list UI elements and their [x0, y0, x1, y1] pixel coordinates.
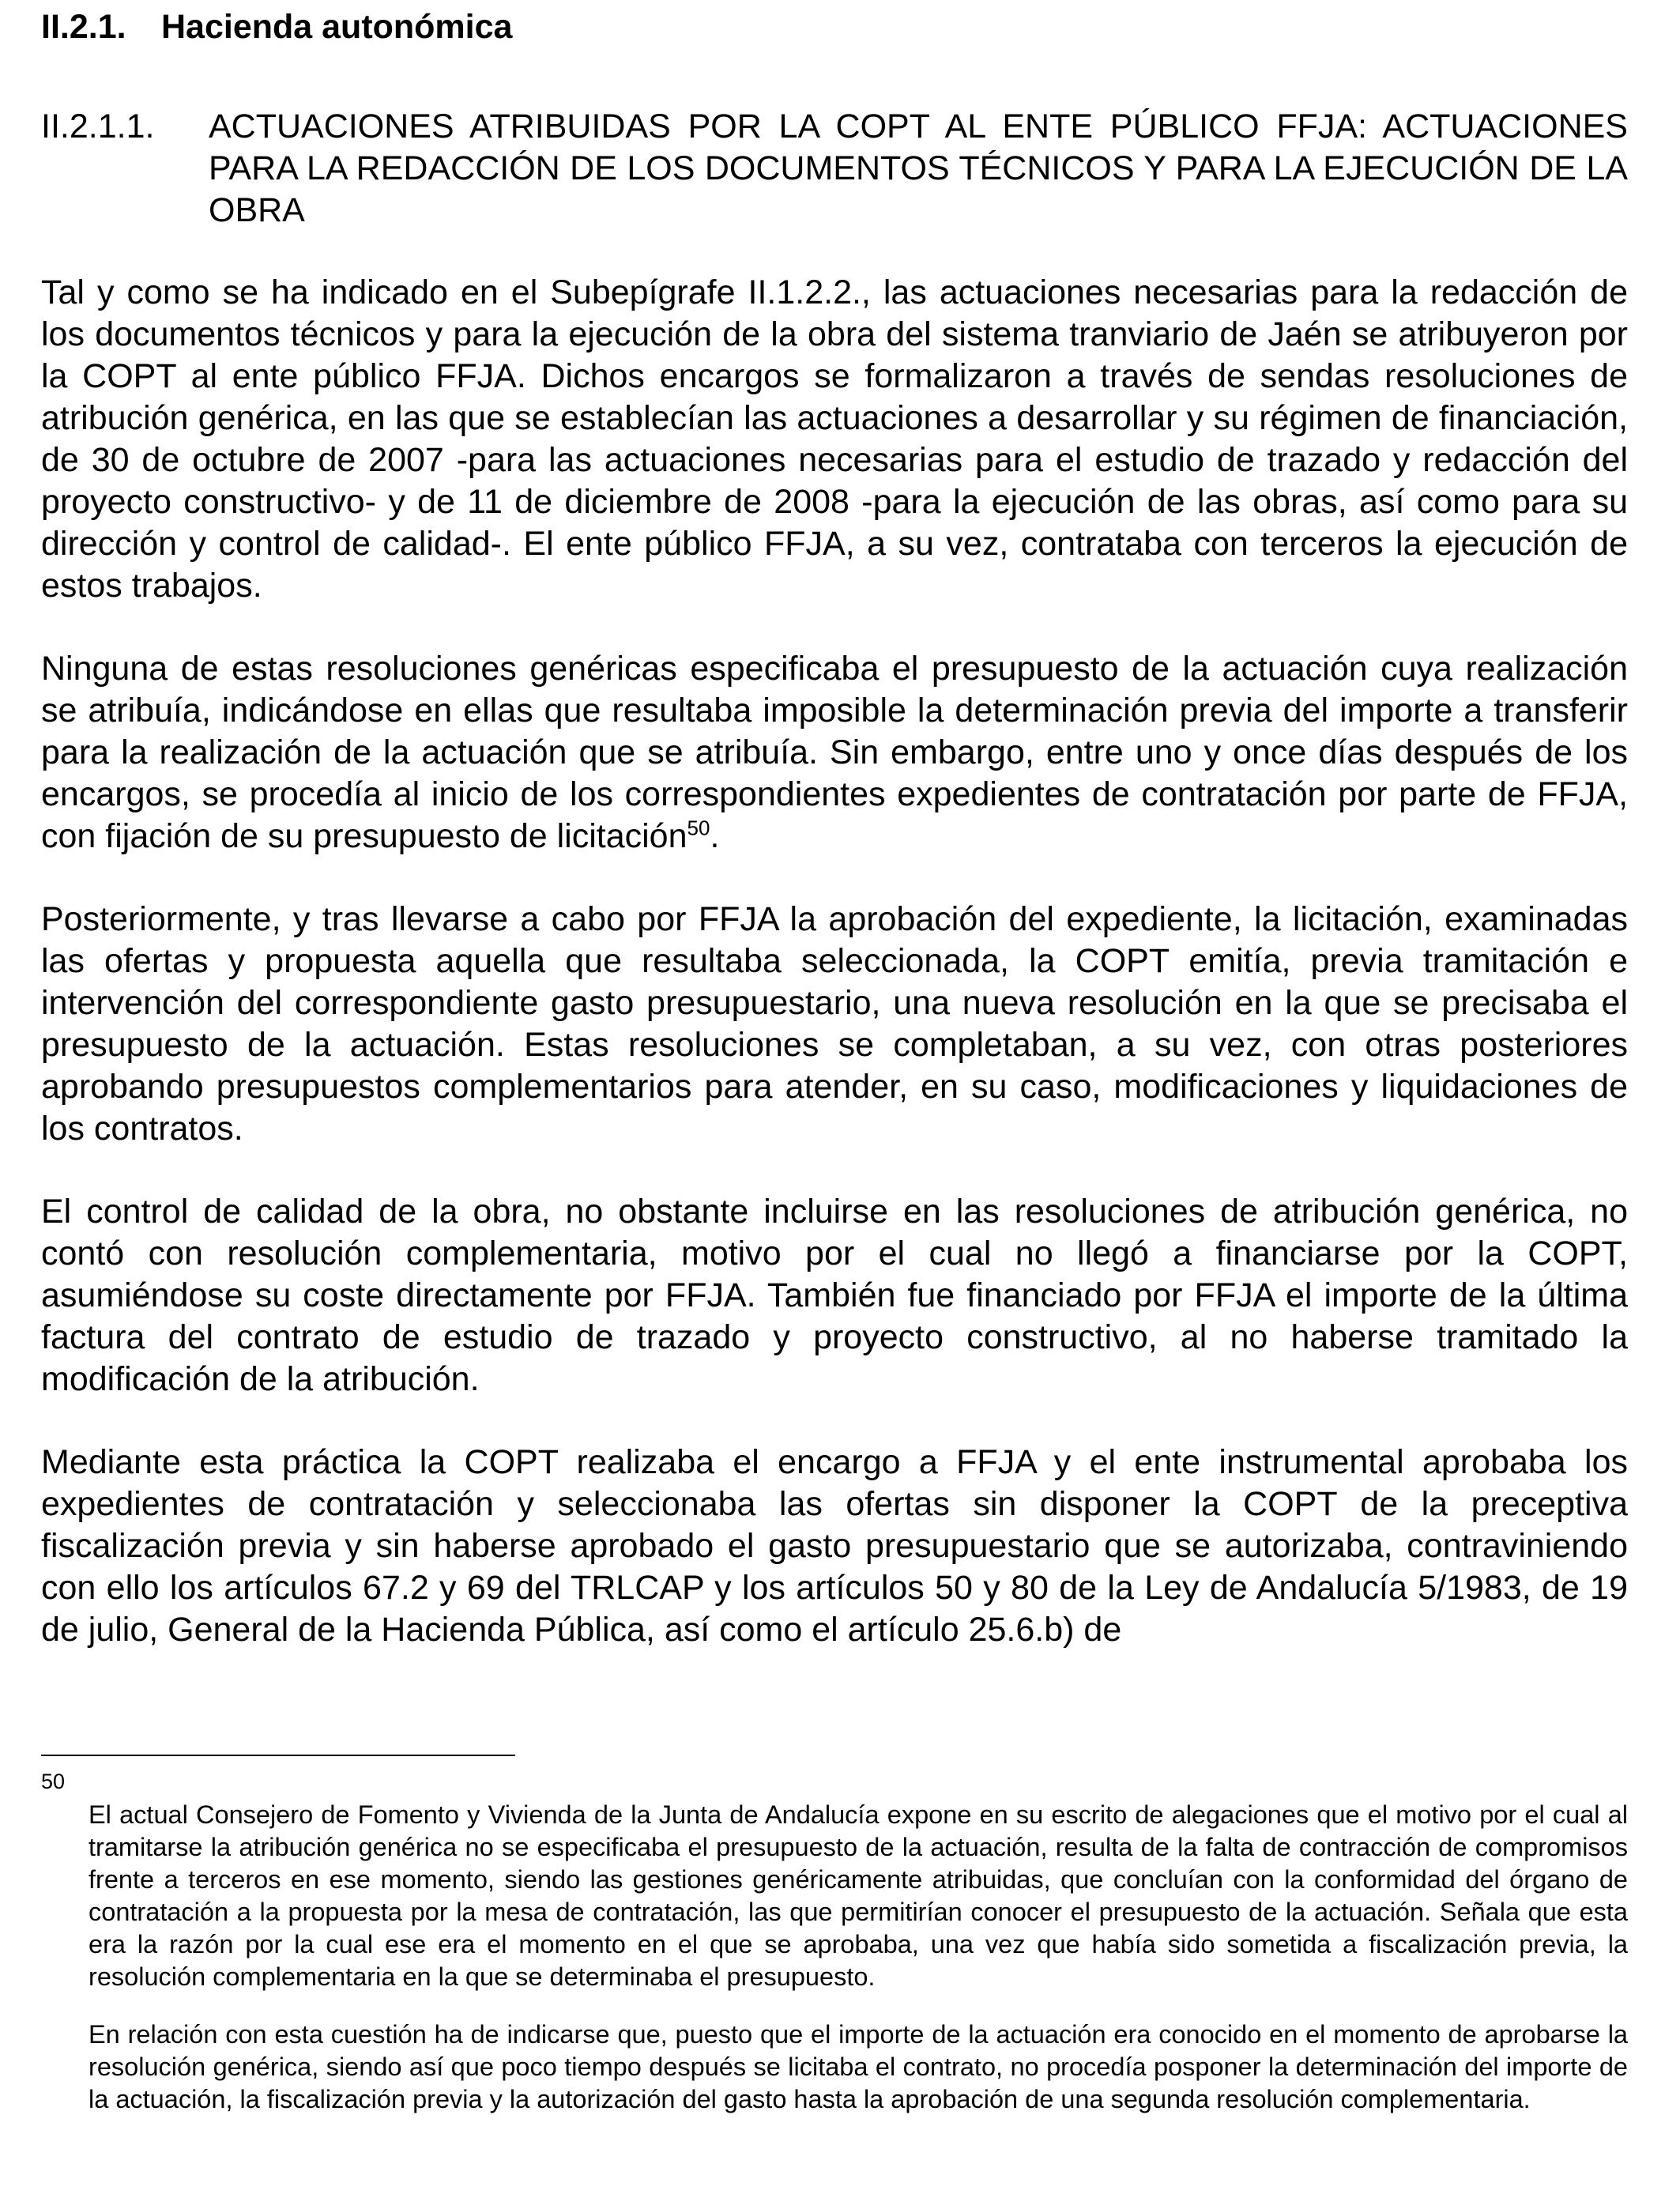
paragraph-5: Mediante esta práctica la COPT realizaba el encargo a FFJA y el ente instrumental aprobaba los expedientes de contratación y seleccionaba las ofertas sin disponer la COPT de la preceptiva fiscalización previa y sin haberse aprobado el gasto presupuestario que se autorizaba, contraviniendo con ello los artículos 67.2 y 69 del TRLCAP y los artículos 50 y 80 de la Ley de Andalucía 5/1983, de 19 de julio, General de la Hacienda Pública, así como el artículo 25.6.b) de: [41, 1443, 1628, 1649]
footnote-paragraph-1: El actual Consejero de Fomento y Vivienda de la Junta de Andalucía expone en su escrito de alegaciones que el motivo por el cual al tramitarse la atribución genérica no se especificaba el presupuesto de la actuación, resulta de la falta de contracción de compromisos frente a terceros en ese momento, siendo las gestiones genéricamente atribuidas, que concluían con la conformidad del órgano de contratación a la propuesta por la mesa de contratación, las que permitirían conocer el presupuesto de la actuación. Señala que esta era la razón por la cual ese era el momento en el que se aprobaba, una vez que había sido sometida a fiscalización previa, la resolución complementaria en la que se determinaba el presupuesto.: [89, 1800, 1628, 1991]
section-title: Hacienda autonómica: [161, 8, 513, 46]
footnote-separator: [41, 1755, 515, 1756]
footnote-paragraph-2: En relación con esta cuestión ha de indicarse que, puesto que el importe de la actuación era conocido en el momento de aprobarse la resolución genérica, siendo así que poco tiempo después se licitaba el contrato, no procedía posponer la determinación del importe de la actuación, la fiscalización previa y la autorización del gasto hasta la aprobación de una segunda resolución complementaria.: [89, 2020, 1628, 2113]
section-number: II.2.1.: [41, 8, 126, 46]
paragraph-3: Posteriormente, y tras llevarse a cabo por FFJA la aprobación del expediente, la licitación, examinadas las ofertas y propuesta aquella que resultaba seleccionada, la COPT emitía, previa tramitación e intervención del correspondiente gasto presupuestario, una nueva resolución en la que se precisaba el presupuesto de la actuación. Estas resoluciones se completaban, a su vez, con otras posteriores aprobando presupuestos complementarios para atender, en su caso, modificaciones y liquidaciones de los contratos.: [41, 900, 1628, 1148]
paragraph-1: Tal y como se ha indicado en el Subepígrafe II.1.2.2., las actuaciones necesarias para la redacción de los documentos técnicos y para la ejecución de la obra del sistema tranviario de Jaén se atribuyeron por la COPT al ente público FFJA. Dichos encargos se formalizaron a través de sendas resoluciones de atribución genérica, en las que se establecían las actuaciones a desarrollar y su régimen de financiación, de 30 de octubre de 2007 -para las actuaciones necesarias para el estudio de trazado y redacción del proyecto constructivo- y de 11 de diciembre de 2008 -para la ejecución de las obras, así como para su dirección y control de calidad-. El ente público FFJA, a su vez, contrataba con terceros la ejecución de estos trabajos.: [41, 273, 1628, 605]
paragraph-2-tail: .: [710, 817, 720, 855]
subsection-title: ACTUACIONES ATRIBUIDAS POR LA COPT AL ENTE PÚBLICO FFJA: ACTUACIONES PARA LA REDACCIÓN DE LOS DOCUMENTOS TÉCNICOS Y PARA LA EJECUCIÓN DE LA OBRA: [209, 107, 1628, 229]
footnote: [41, 1770, 1628, 2124]
section-heading: [41, 5, 512, 49]
body-text: [41, 272, 1628, 1692]
paragraph-2-text: Ninguna de estas resoluciones genéricas especificaba el presupuesto de la actuación cuya realización se atribuía, indicándose en ellas que resultaba imposible la determinación previa del importe a transferir para la realización de la actuación que se atribuía. Sin embargo, entre uno y once días después de los encargos, se procedía al inicio de los correspondientes expedientes de contratación por parte de FFJA, con fijación de su presupuesto de licitación: [41, 650, 1628, 855]
paragraph-4: El control de calidad de la obra, no obstante incluirse en las resoluciones de atribución genérica, no contó con resolución complementaria, motivo por el cual no llegó a financiarse por la COPT, asumiéndose su coste directamente por FFJA. También fue financiado por FFJA el importe de la última factura del contrato de estudio de trazado y proyecto constructivo, al no haberse tramitado la modificación de la atribución.: [41, 1193, 1628, 1398]
subsection-heading: [41, 106, 1628, 232]
paragraph-2: [41, 648, 1628, 858]
subsection-number: II.2.1.1.: [41, 107, 155, 145]
footnote-reference[interactable]: 50: [687, 816, 710, 840]
footnote-number: 50: [41, 1770, 66, 1793]
